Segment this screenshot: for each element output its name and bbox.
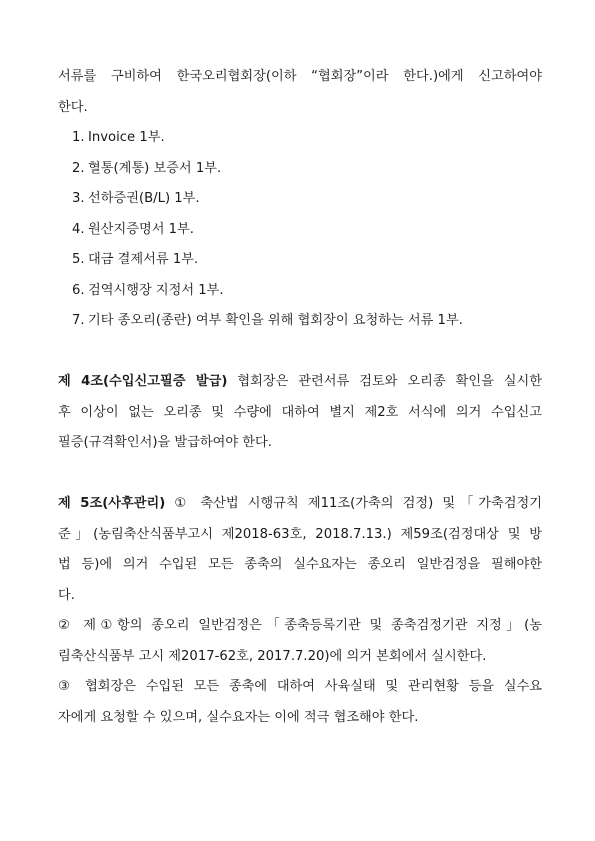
intro-line: 한다. [58, 99, 88, 115]
article-4-heading: 제 4조(수입신고필증 발급) [58, 374, 228, 389]
list-item-text: 검역시행장 지정서 1부. [88, 282, 224, 298]
article-5-line: 준」(농림축산식품부고시 제2018-63호, 2018.7.13.) 제59조(검정대상 및 방 [58, 526, 542, 542]
intro-line: 서류를 구비하여 한국오리협회장(이하 “협회장”이라 한다.)에게 신고하여야 [58, 69, 542, 84]
spacer [58, 459, 542, 490]
article-5-clause-3: 자에게 요청할 수 있으며, 실수요자는 이에 적극 협조해야 한다. [58, 709, 419, 725]
list-item-number: 4. [72, 221, 85, 237]
spacer [58, 337, 542, 368]
article-4-line: 필증(규격확인서)을 발급하여야 한다. [58, 435, 272, 450]
list-item [58, 276, 542, 307]
list-item-number: 5. [72, 252, 85, 267]
article-5 [58, 489, 542, 733]
article-4-text: 협회장은 관련서류 검토와 오리종 확인을 실시한 [227, 374, 542, 389]
list-item-number: 2. [72, 160, 85, 176]
list-item-number: 7. [72, 313, 85, 328]
article-5-line [58, 489, 542, 520]
list-item [58, 215, 542, 246]
list-item [58, 306, 542, 337]
article-4-line: 후 이상이 없는 오리종 및 수량에 대하여 별지 제2호 서식에 의거 수입신고 [58, 404, 542, 420]
list-item-text: Invoice 1부. [88, 130, 165, 145]
intro-paragraph [58, 62, 542, 123]
document-page [58, 62, 542, 733]
article-4 [58, 367, 542, 459]
list-item-text: 대금 결제서류 1부. [88, 252, 199, 267]
list-item-number: 3. [72, 191, 85, 206]
article-5-line: 다. [58, 587, 75, 603]
list-item [58, 184, 542, 215]
list-item-text: 기타 종오리(종란) 여부 확인을 위해 협회장이 요청하는 서류 1부. [88, 313, 463, 328]
article-5-clause-2: 림축산식품부 고시 제2017-62호, 2017.7.20)에 의거 본회에서 실시한다. [58, 648, 487, 664]
list-item-text: 혈통(계통) 보증서 1부. [88, 160, 222, 176]
list-item [58, 154, 542, 185]
list-item [58, 245, 542, 276]
required-documents-list [58, 123, 542, 337]
article-5-clause-2: ② 제①항의 종오리 일반검정은「종축등록기관 및 종축검정기관 지정」(농 [58, 618, 542, 633]
article-5-line: 법 등)에 의거 수입된 모든 종축의 실수요자는 종오리 일반검정을 필해야한 [58, 557, 542, 572]
list-item [58, 123, 542, 154]
list-item-number: 6. [72, 282, 85, 298]
article-5-heading: 제 5조(사후관리) [58, 496, 166, 511]
article-5-clause-3: ③ 협회장은 수입된 모든 종축에 대하여 사육실태 및 관리현황 등을 실수요 [58, 679, 542, 694]
list-item-text: 선하증권(B/L) 1부. [88, 191, 200, 206]
article-4-line [58, 367, 542, 398]
list-item-number: 1. [72, 130, 85, 145]
list-item-text: 원산지증명서 1부. [88, 221, 194, 237]
article-5-text: ① 축산법 시행규칙 제11조(가축의 검정) 및「가축검정기 [165, 496, 542, 511]
